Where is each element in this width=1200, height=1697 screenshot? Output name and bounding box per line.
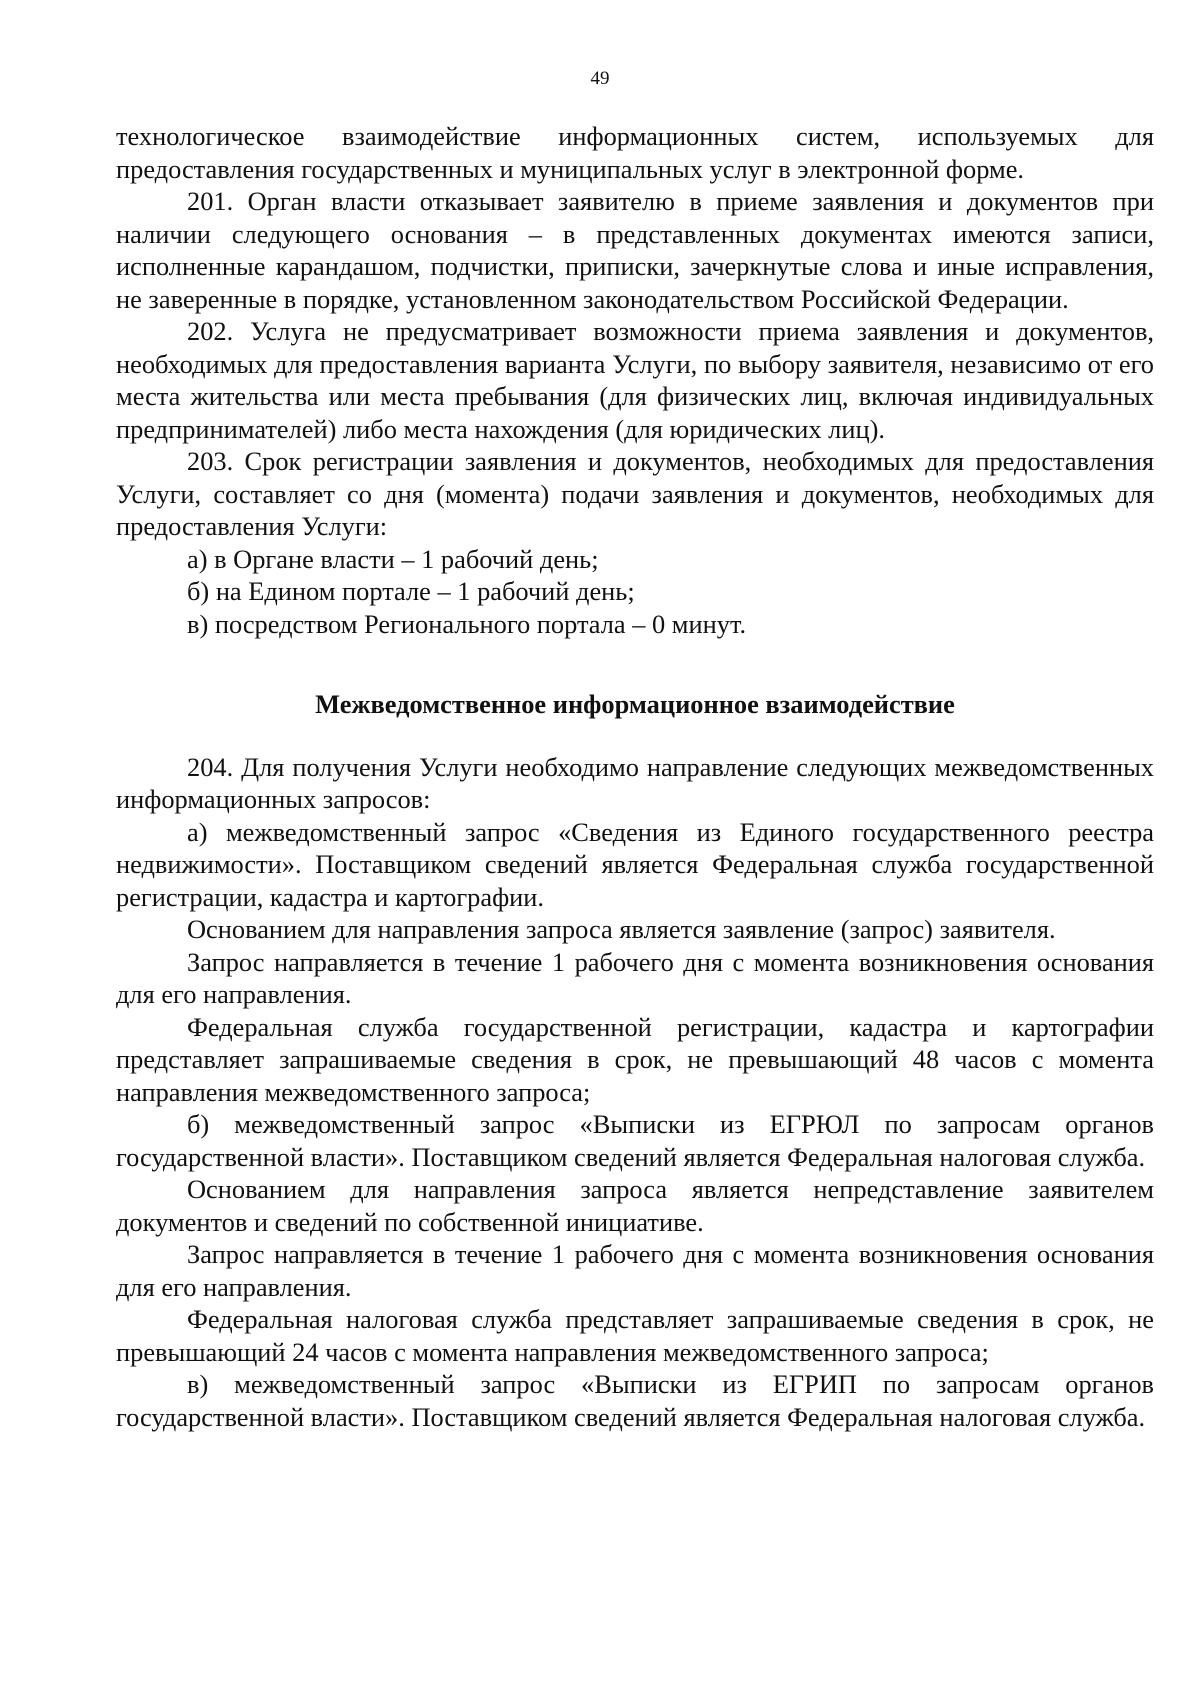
list-item-203-a: а) в Органе власти – 1 рабочий день;	[187, 543, 599, 574]
list-item-203-c: в) посредством Регионального портала – 0 минут.	[187, 608, 747, 639]
paragraph-203: 203. Срок регистрации заявления и документов, необходимых для предоставления Услуги, составляет со дня (момента) подачи заявления и документов, необходимых для предоставления Услуги:	[116, 446, 1154, 541]
paragraph-provider-a: Федеральная служба государственной регистрации, кадастра и картографии представляет запрашиваемые сведения в срок, не превышающий 48 часов с момента направления межведомственного запроса;	[116, 1011, 1154, 1107]
section-heading: Межведомственное информационное взаимодействие	[315, 689, 955, 719]
list-item-203-b: б) на Едином портале – 1 рабочий день;	[187, 576, 635, 606]
paragraph-basis-b: Основанием для направления запроса является непредставление заявителем документов и сведений по собственной инициативе.	[116, 1174, 1154, 1237]
list-item-204-b: б) межведомственный запрос «Выписки из ЕГРЮЛ по запросам органов государственной власти». Поставщиком сведений является Федеральная налоговая служба.	[116, 1109, 1154, 1172]
paragraph-202: 202. Услуга не предусматривает возможности приема заявления и документов, необходимых для предоставления варианта Услуги, по выбору заявителя, независимо от его места жительства или места пребывания (для физических лиц, включая индивидуальных предпринимателей) либо места нахождения (для юридических лиц).	[116, 316, 1154, 444]
document-body	[116, 120, 1154, 1433]
list-item-204-a: а) межведомственный запрос «Сведения из Единого государственного реестра недвижимости». Поставщиком сведений является Федеральная служба государственной регистрации, кадастра и картографии.	[116, 816, 1154, 912]
paragraph-provider-b: Федеральная налоговая служба представляет запрашиваемые сведения в срок, не превышающий 24 часов с момента направления межведомственного запроса;	[116, 1304, 1154, 1367]
paragraph-timing-a: Запрос направляется в течение 1 рабочего дня с момента возникновения основания для его направления.	[116, 946, 1154, 1009]
paragraph-basis-a: Основанием для направления запроса является заявление (запрос) заявителя.	[187, 914, 1056, 944]
paragraph-204: 204. Для получения Услуги необходимо направление следующих межведомственных информационных запросов:	[116, 751, 1154, 814]
paragraph-201: 201. Орган власти отказывает заявителю в приеме заявления и документов при наличии следующего основания – в представленных документах имеются записи, исполненные карандашом, подчистки, приписки, зачеркнутые слова и иные исправления, не заверенные в порядке, установленном законодательством Российской Федерации.	[116, 186, 1154, 314]
paragraph-continuation: технологическое взаимодействие информационных систем, используемых для предоставления государственных и муниципальных услуг в электронной форме.	[116, 121, 1154, 184]
paragraph-timing-b: Запрос направляется в течение 1 рабочего дня с момента возникновения основания для его направления.	[116, 1239, 1154, 1302]
page-number: 49	[590, 68, 610, 89]
list-item-204-c: в) межведомственный запрос «Выписки из ЕГРИП по запросам органов государственной власти». Поставщиком сведений является Федеральная налоговая служба.	[116, 1369, 1154, 1432]
